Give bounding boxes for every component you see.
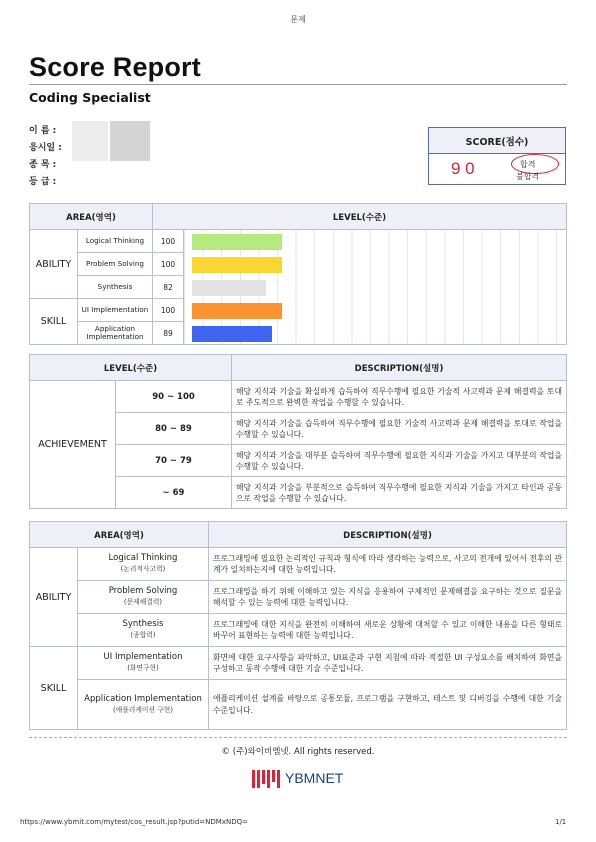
info-label-grade: 등 급 : [29,177,57,187]
area-item-description: 프로그래밍을 하기 위해 이해하고 있는 지식을 응용하여 구체적인 문제해결을 요구하는 것으로 질문을 해석할 수 있는 능력에 대한 능력입니다. [209,581,567,614]
area-item-kor: (문제해결력) [123,598,163,606]
logo-text-ybm: YBM [285,770,316,786]
area-item-name [78,680,209,730]
achievement-head-level: LEVEL(수준) [30,355,232,381]
area-skill: SKILL [30,299,78,345]
skill-value: 82 [153,276,184,299]
skill-value: 100 [153,230,184,253]
achievement-head-desc: DESCRIPTION(설명) [232,355,567,381]
skill-name: Synthesis [78,276,153,299]
level-description: 해당 지식과 기술을 대부분 습득하여 직무수행에 필요한 지식과 기술을 가지고 대부분의 작업을 수행할 수 있습니다. [232,445,567,477]
score-box [428,127,566,185]
page-header: 문제 [290,15,306,24]
desc-head: DESCRIPTION(설명) [209,522,567,548]
info-label-date: 응시일 : [29,143,62,153]
achievement-group: ACHIEVEMENT [30,381,116,509]
area-item-en: Synthesis [122,619,164,629]
bar-ui-implementation [192,303,282,319]
level-description: 해당 지식과 기술을 부분적으로 습득하여 직무수행에 필요한 지식과 기술을 가지고 타인과 공동으로 작업을 수행할 수 있습니다. [232,477,567,509]
level-description: 해당 지식과 기술을 습득하여 직무수행에 필요한 기술적 사고력과 문제 해결력을 토대로 작업을 수행할 수 있습니다. [232,413,567,445]
level-description: 해당 지식과 기술을 확실하게 습득하여 직무수행에 필요한 기술적 사고력과 문제 해결력을 토대로 주도적으로 완벽한 작업을 수행할 수 있습니다. [232,381,567,413]
bar-logical-thinking [192,234,282,250]
area-item-name [78,581,209,614]
pass-label: 합격 [520,160,536,169]
title-divider [29,84,567,85]
score-header: SCORE(점수) [429,128,565,154]
area-head: AREA(영역) [30,522,209,548]
redacted-block [72,121,108,161]
area-item-kor: (화면구현) [127,664,159,672]
area-item-description: 애플리케이션 설계를 바탕으로 공통모듈, 프로그램을 구현하고, 테스트 및 디버깅을 수행에 대한 기술 수준입니다. [209,680,567,730]
skill-value: 89 [153,322,184,345]
skill-value: 100 [153,299,184,322]
info-label-subject: 종 목 : [29,160,57,170]
area-item-name [78,548,209,581]
area-item-name [78,614,209,647]
skill-name: Logical Thinking [78,230,153,253]
area-ability: ABILITY [30,230,78,299]
score-value: 9 0 [451,159,475,178]
level-table-head-area: AREA(영역) [30,204,153,230]
page-url: https://www.ybmit.com/mytest/cos_result.jsp?putid=NDMxNDQ= [20,818,248,826]
level-chart [184,230,567,345]
bar-synthesis [192,280,266,296]
fail-label: 불합격 [516,172,540,181]
info-label-name: 이 름 : [29,126,57,136]
area-item-kor: (애플리케이션 구현) [113,705,173,714]
area-item-kor: (종합력) [130,631,156,639]
redacted-block [110,121,150,161]
skill-name: UI Implementation [78,299,153,322]
area-item-description: 프로그래밍에 대한 지식을 완전히 이해하여 새로운 상황에 대처할 수 있고 이해한 내용을 다른 형태로 바꾸어 표현하는 능력에 대한 능력입니다. [209,614,567,647]
copyright: © (주)와이비엠넷. All rights reserved. [221,747,375,757]
skill-value: 100 [153,253,184,276]
level-table [29,203,567,345]
bar-problem-solving [192,257,282,273]
bar-application-implementation [192,326,272,342]
footer-divider [29,737,567,738]
logo-text-net: NET [315,770,344,786]
level-range: 90 ~ 100 [116,381,232,413]
level-table-head-level: LEVEL(수준) [153,204,567,230]
area-skill: SKILL [30,647,78,730]
report-subtitle: Coding Specialist [29,90,151,105]
area-description-table [29,521,567,730]
area-item-name [78,647,209,680]
area-ability: ABILITY [30,548,78,647]
area-item-en: Problem Solving [108,586,178,596]
area-item-description: 프로그래밍에 필요한 논리적인 규칙과 형식에 따라 생각하는 능력으로, 사고의 전개에 있어서 전후의 관계가 일치하는지에 대한 능력입니다. [209,548,567,581]
area-item-description: 화면에 대한 요구사항을 파악하고, UI표준과 구현 지침에 따라 적절한 UI 구성요소를 배치하여 화면을 구성하고 동작 수행에 대한 기술 수준입니다. [209,647,567,680]
skill-name: Application Implementation [78,322,153,345]
logo-text [285,770,343,786]
area-item-en: Application Implementation [84,693,202,704]
skill-name: Problem Solving [78,253,153,276]
report-title: Score Report [29,52,201,82]
level-range: 80 ~ 89 [116,413,232,445]
achievement-table [29,354,567,509]
area-item-kor: (논리적사고력) [120,565,166,573]
level-range: ~ 69 [116,477,232,509]
area-item-en: UI Implementation [103,652,183,662]
area-item-en: Logical Thinking [108,553,178,563]
page-number: 1/1 [555,818,567,826]
level-range: 70 ~ 79 [116,445,232,477]
